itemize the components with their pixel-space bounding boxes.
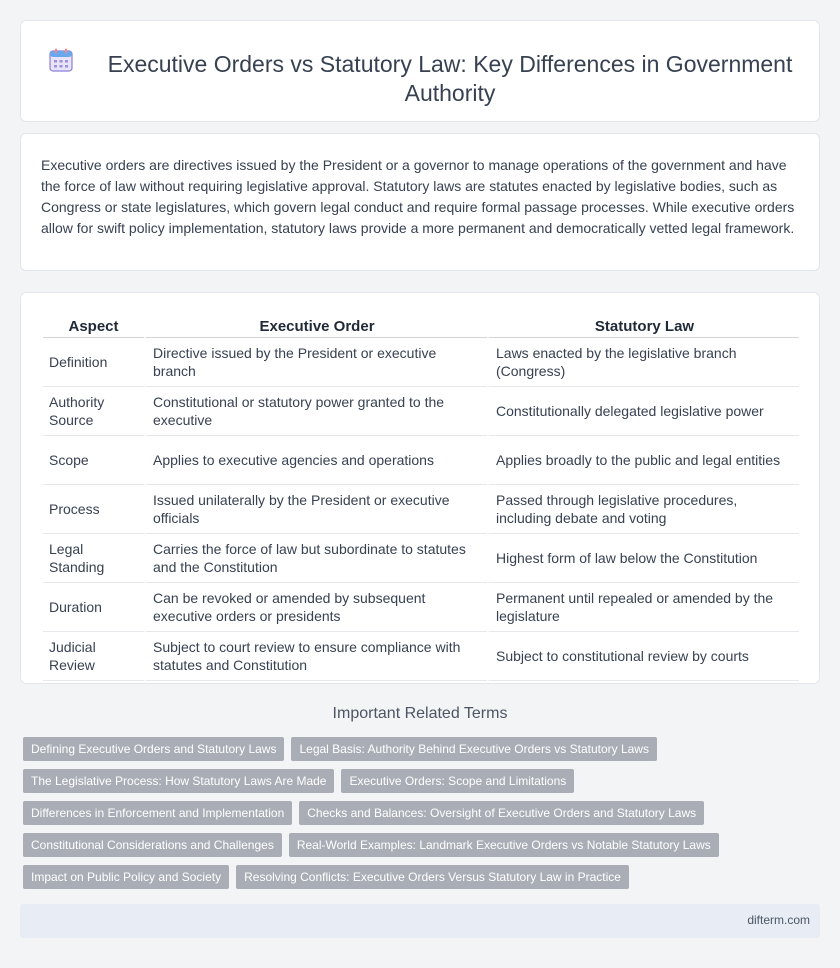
executive-order-cell: Carries the force of law but subordinate to statutes and the Constitution	[144, 534, 487, 583]
column-header-statutory-law: Statutory Law	[487, 313, 799, 338]
aspect-cell: Process	[43, 485, 144, 534]
related-term-tag[interactable]: Impact on Public Policy and Society	[23, 865, 229, 889]
statutory-law-cell: Applies broadly to the public and legal entities	[487, 436, 799, 485]
related-term-tag[interactable]: Executive Orders: Scope and Limitations	[341, 769, 574, 793]
related-term-tag[interactable]: Defining Executive Orders and Statutory Laws	[23, 737, 284, 761]
related-terms-list	[23, 737, 803, 897]
related-term-tag[interactable]: Resolving Conflicts: Executive Orders Versus Statutory Law in Practice	[236, 865, 629, 889]
table-row	[43, 338, 799, 387]
calendar-icon	[48, 47, 74, 73]
statutory-law-cell: Subject to constitutional review by courts	[487, 632, 799, 681]
page-title: Executive Orders vs Statutory Law: Key Differences in Government Authority	[107, 51, 793, 106]
table-row	[43, 534, 799, 583]
related-term-tag[interactable]: Constitutional Considerations and Challenges	[23, 833, 282, 857]
executive-order-cell: Applies to executive agencies and operations	[144, 436, 487, 485]
table-header-row	[43, 313, 799, 338]
aspect-cell: Authority Source	[43, 387, 144, 436]
table-row	[43, 583, 799, 632]
header-card	[20, 20, 820, 122]
statutory-law-cell: Highest form of law below the Constitution	[487, 534, 799, 583]
column-header-executive-order: Executive Order	[144, 313, 487, 338]
executive-order-cell: Constitutional or statutory power granted to the executive	[144, 387, 487, 436]
related-term-tag[interactable]: The Legislative Process: How Statutory Laws Are Made	[23, 769, 334, 793]
table-row	[43, 485, 799, 534]
comparison-table	[43, 313, 799, 681]
aspect-cell: Definition	[43, 338, 144, 387]
executive-order-cell: Subject to court review to ensure compliance with statutes and Constitution	[144, 632, 487, 681]
statutory-law-cell: Permanent until repealed or amended by the legislature	[487, 583, 799, 632]
table-row	[43, 436, 799, 485]
column-header-aspect: Aspect	[43, 313, 144, 338]
intro-card	[20, 133, 820, 271]
aspect-cell: Scope	[43, 436, 144, 485]
executive-order-cell: Issued unilaterally by the President or executive officials	[144, 485, 487, 534]
aspect-cell: Judicial Review	[43, 632, 144, 681]
related-term-tag[interactable]: Legal Basis: Authority Behind Executive Orders vs Statutory Laws	[291, 737, 657, 761]
statutory-law-cell: Laws enacted by the legislative branch (Congress)	[487, 338, 799, 387]
statutory-law-cell: Passed through legislative procedures, including debate and voting	[487, 485, 799, 534]
related-term-tag[interactable]: Real-World Examples: Landmark Executive Orders vs Notable Statutory Laws	[289, 833, 719, 857]
footer-site-link[interactable]: difterm.com	[747, 913, 810, 927]
statutory-law-cell: Constitutionally delegated legislative power	[487, 387, 799, 436]
related-term-tag[interactable]: Checks and Balances: Oversight of Executive Orders and Statutory Laws	[299, 801, 704, 825]
aspect-cell: Legal Standing	[43, 534, 144, 583]
related-terms-heading: Important Related Terms	[332, 705, 508, 722]
executive-order-cell: Directive issued by the President or executive branch	[144, 338, 487, 387]
comparison-table-card	[20, 292, 820, 684]
related-term-tag[interactable]: Differences in Enforcement and Implementation	[23, 801, 292, 825]
table-row	[43, 387, 799, 436]
aspect-cell: Duration	[43, 583, 144, 632]
table-row	[43, 632, 799, 681]
footer	[20, 904, 820, 938]
executive-order-cell: Can be revoked or amended by subsequent executive orders or presidents	[144, 583, 487, 632]
intro-paragraph: Executive orders are directives issued by the President or a governor to manage operations of the government and have the force of law without requiring legislative approval. Statutory laws are statutes enacted by legislative bodies, such as Congress or state legislatures, which govern legal conduct and require formal passage processes. While executive orders allow for swift policy implementation, statutory laws provide a more permanent and democratically vetted legal framework.	[41, 157, 795, 236]
